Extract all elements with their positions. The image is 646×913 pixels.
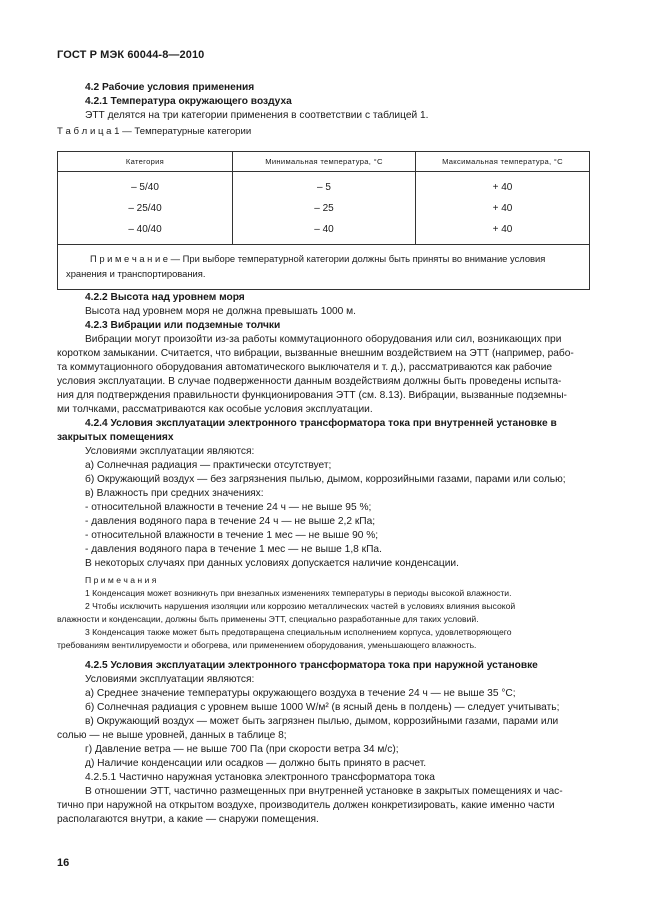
table-cell: + 40 xyxy=(416,198,590,219)
paragraph-line: ния для подтверждения правильности функционирования ЭТТ (см. 8.13). Вибрации, вызванные подземны- xyxy=(57,390,567,401)
paragraph-line: коротком замыкании. Считается, что вибрации, вызванные внешним воздействием на ЭТТ (например, рабо- xyxy=(57,348,574,359)
paragraph-line: Вибрации могут произойти из-за работы коммутационного оборудования или сил, возникающих при xyxy=(85,334,562,345)
table-note-text: — При выборе температурной категории должны быть приняты во внимание условия хранения и транспортирования. xyxy=(66,253,546,279)
temperature-categories-table xyxy=(57,151,590,290)
list-item: - относительной влажности в течение 1 мес — не выше 90 %; xyxy=(85,530,379,541)
section-heading-4-2-2: 4.2.2 Высота над уровнем моря xyxy=(85,292,245,303)
section-heading-4-2-1: 4.2.1 Температура окружающего воздуха xyxy=(85,96,292,107)
table-caption-text: 1 — Температурные категории xyxy=(111,126,252,137)
table-cell: + 40 xyxy=(416,219,590,245)
table-cell: – 40/40 xyxy=(58,219,233,245)
paragraph-text: ЭТТ делятся на три категории применения в соответствии с таблицей 1. xyxy=(85,110,429,121)
table-caption xyxy=(57,124,251,139)
table-note xyxy=(58,245,590,290)
note-line: 1 Конденсация может возникнуть при внезапных изменениях температуры в периоды высокой влажности. xyxy=(85,588,512,598)
list-item: б) Солнечная радиация с уровнем выше 1000 W/м² (в ясный день в полдень) — следует учитывать; xyxy=(85,702,560,713)
column-header: Максимальная температура, °С xyxy=(416,152,590,172)
list-item: в) Окружающий воздух — может быть загрязнен пылью, дымом, коррозийными газами, парами или xyxy=(85,716,559,727)
list-item: а) Среднее значение температуры окружающего воздуха в течение 24 ч — не выше 35 °С; xyxy=(85,688,516,699)
list-item: д) Наличие конденсации или осадков — должно быть принято в расчет. xyxy=(85,758,427,769)
page-number: 16 xyxy=(57,857,70,869)
list-item: - давления водяного пара в течение 24 ч — не выше 2,2 кПа; xyxy=(85,516,376,527)
paragraph-line: располагаются внутри, а какие — снаружи помещения. xyxy=(57,814,319,825)
section-heading-4-2: 4.2 Рабочие условия применения xyxy=(85,82,255,93)
subsection-heading-4-2-5-1: 4.2.5.1 Частично наружная установка электронного трансформатора тока xyxy=(85,772,435,783)
table-row xyxy=(58,172,590,199)
table-note-row xyxy=(58,245,590,290)
list-item: - относительной влажности в течение 24 ч — не выше 95 %; xyxy=(85,502,372,513)
table-note-label: П р и м е ч а н и е xyxy=(90,253,169,264)
document-header: ГОСТ Р МЭК 60044-8—2010 xyxy=(57,49,205,61)
table-cell: – 5/40 xyxy=(58,172,233,199)
list-item: г) Давление ветра — не выше 700 Па (при скорости ветра 34 м/с); xyxy=(85,744,399,755)
column-header: Категория xyxy=(58,152,233,172)
table-cell: – 5 xyxy=(233,172,416,199)
note-line: 3 Конденсация также может быть предотвращена специальным исполнением корпуса, удовлетворяющего xyxy=(85,627,512,637)
table-cell: – 25/40 xyxy=(58,198,233,219)
paragraph-line: ми толчками, рассматриваются как особые условия эксплуатации. xyxy=(57,404,373,415)
table-caption-prefix: Т а б л и ц а xyxy=(57,126,112,137)
column-header: Минимальная температура, °С xyxy=(233,152,416,172)
section-heading-4-2-4: 4.2.4 Условия эксплуатации электронного трансформатора тока при внутренней установке в xyxy=(85,418,557,429)
paragraph-line: Условиями эксплуатации являются: xyxy=(85,674,255,685)
paragraph-line: В отношении ЭТТ, частично размещенных при внутренней установке в закрытых помещениях и час- xyxy=(85,786,563,797)
table-cell: + 40 xyxy=(416,172,590,199)
table-row xyxy=(58,219,590,245)
paragraph-line: Условиями эксплуатации являются: xyxy=(85,446,255,457)
note-line: влажности и конденсации, должны быть применены ЭТТ, специально разработанные для таких условий. xyxy=(57,614,479,624)
table-cell: – 25 xyxy=(233,198,416,219)
paragraph-line: условия эксплуатации. В случае подверженности данным воздействиям должны быть проведены испыта- xyxy=(57,376,562,387)
notes-title: П р и м е ч а н и я xyxy=(85,575,157,585)
list-item: а) Солнечная радиация — практически отсутствует; xyxy=(85,460,332,471)
list-item: б) Окружающий воздух — без загрязнения пылью, дымом, коррозийными газами, парами или солью; xyxy=(85,474,566,485)
section-heading-4-2-4-cont: закрытых помещениях xyxy=(57,432,174,443)
table-row xyxy=(58,198,590,219)
list-item: - давления водяного пара в течение 1 мес — не выше 1,8 кПа. xyxy=(85,544,382,555)
table-cell: – 40 xyxy=(233,219,416,245)
paragraph-line: В некоторых случаях при данных условиях допускается наличие конденсации. xyxy=(85,558,459,569)
table-header-row xyxy=(58,152,590,172)
section-heading-4-2-3: 4.2.3 Вибрации или подземные толчки xyxy=(85,320,281,331)
list-item-cont: солью — не выше уровней, данных в таблице 8; xyxy=(57,730,287,741)
note-line: требованиям вентилируемости и обогрева, или применением оборудования, уменьшающего влажность. xyxy=(57,640,477,650)
note-line: 2 Чтобы исключить нарушения изоляции или коррозию металлических частей в условиях влияния высокой xyxy=(85,601,516,611)
paragraph-line: та коммутационного оборудования автоматического выключателя и т. д.), рассматриваются как рабочие xyxy=(57,362,553,373)
section-heading-4-2-5: 4.2.5 Условия эксплуатации электронного трансформатора тока при наружной установке xyxy=(85,660,538,671)
paragraph-line: тично при наружной на открытом воздухе, производитель должен конкретизировать, какие именно части xyxy=(57,800,555,811)
list-item: в) Влажность при средних значениях: xyxy=(85,488,264,499)
paragraph-text: Высота над уровнем моря не должна превышать 1000 м. xyxy=(85,306,357,317)
